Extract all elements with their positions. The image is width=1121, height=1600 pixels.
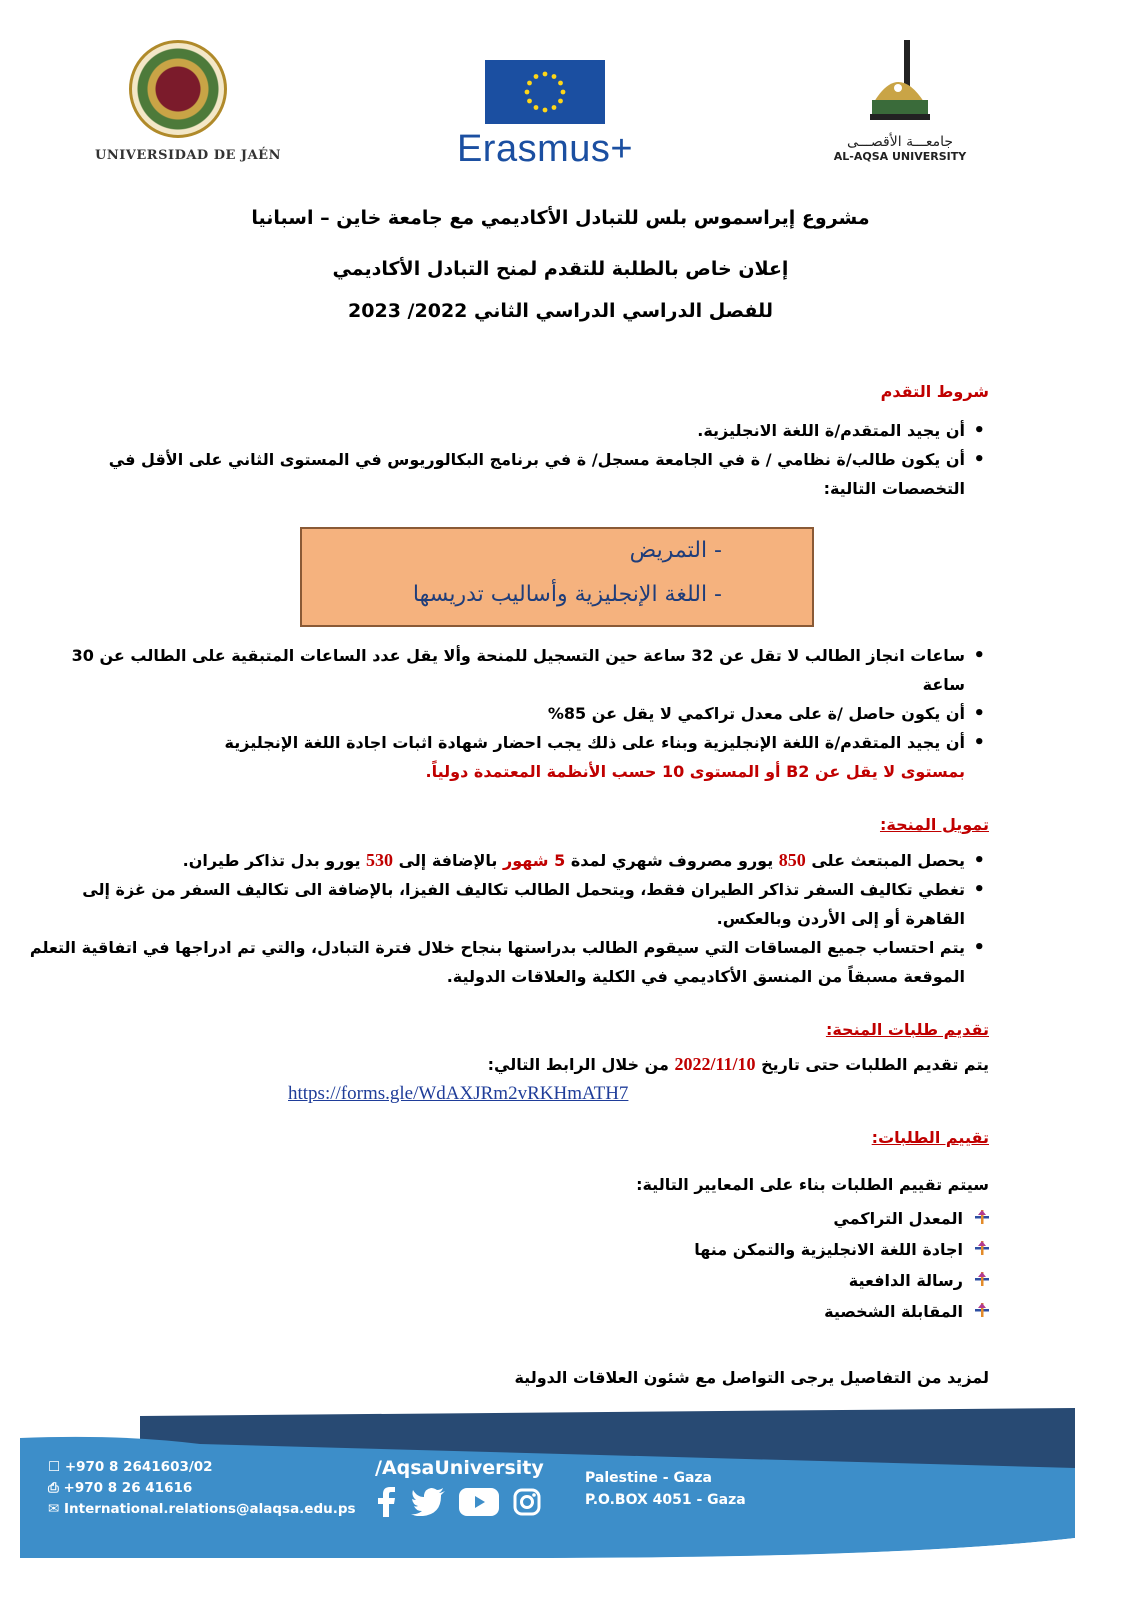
monthly-amount: 850 [778, 850, 806, 870]
phone-icon: ☐ [48, 1459, 61, 1475]
evaluation-heading: تقييم الطلبات: [871, 1128, 989, 1147]
erasmus-wordmark: Erasmus+ [456, 128, 634, 170]
criterion-label: المقابلة الشخصية [824, 1302, 963, 1321]
footer-phone [48, 1457, 356, 1478]
footer-contact [48, 1457, 356, 1520]
application-form-link[interactable]: https://forms.gle/WdAXJRm2vRKHmATH7 [288, 1083, 629, 1104]
jaen-name: UNIVERSIDAD DE JAÉN [95, 148, 281, 163]
arrow-bullet-icon [975, 1303, 989, 1317]
funding-item [29, 846, 965, 875]
fax-number: +970 8 26 41616 [63, 1480, 193, 1496]
evaluation-intro: سيتم تقييم الطلبات بناء على المعايير التالية: [636, 1175, 989, 1194]
condition-item [49, 728, 965, 786]
contact-note: لمزيد من التفاصيل يرجى التواصل مع شئون العلاقات الدولية [514, 1368, 989, 1387]
eu-flag-icon [485, 60, 605, 124]
arrow-bullet-icon [975, 1272, 989, 1286]
funding-item: • تغطي تكاليف السفر تذاكر الطيران فقط، ويتحمل الطالب تكاليف الفيزا، بالإضافة الى تكاليف السفر من غزة إلى القاهرة أو إلى الأردن وبالعكس. [29, 875, 965, 933]
aqsa-arabic-name: جامعـــة الأقصـــى [846, 134, 954, 150]
funding-text: يحصل المبتعث على [805, 851, 965, 870]
footer-pobox: P.O.BOX 4051 - Gaza [585, 1492, 746, 1508]
instagram-icon[interactable] [513, 1488, 541, 1516]
conditions-heading: شروط التقدم [880, 382, 989, 401]
aqsa-dome-icon [860, 40, 940, 128]
conditions-list-1 [49, 416, 989, 503]
project-title: مشروع إيراسموس بلس للتبادل الأكاديمي مع جامعة خاين – اسبانيا [251, 207, 870, 229]
footer-social [375, 1457, 544, 1517]
english-requirement: أن يجيد المتقدم/ة اللغة الإنجليزية وبناء على ذلك يجب احضار شهادة اثبات اجادة اللغة الإنجليزية [224, 733, 965, 752]
arrow-bullet-icon [975, 1241, 989, 1255]
funding-list [29, 846, 989, 991]
english-level-requirement: بمستوى لا يقل عن B2 أو المستوى 10 حسب الأنظمة المعتمدة دولياً. [425, 762, 965, 781]
jaen-seal-icon [129, 40, 227, 138]
announcement-title: إعلان خاص بالطلبة للتقدم لمنح التبادل الأكاديمي [332, 258, 789, 280]
deadline-date: 2022/11/10 [674, 1054, 756, 1074]
social-handle: /AqsaUniversity [375, 1457, 544, 1479]
erasmus-logo [435, 60, 655, 170]
criterion-item [694, 1204, 963, 1235]
universidad-de-jaen-logo [95, 40, 281, 170]
footer-address [585, 1467, 746, 1511]
facebook-icon[interactable] [375, 1487, 397, 1517]
funding-text: يورو بدل تذاكر طيران. [182, 851, 367, 870]
condition-item: • ساعات انجاز الطالب لا تقل عن 32 ساعة حين التسجيل للمنحة وألا يقل عدد الساعات المتبقية على الطالب عن 30 ساعة [49, 641, 965, 699]
aqsa-english-name: AL-AQSA UNIVERSITY [833, 150, 967, 163]
criterion-label: اجادة اللغة الانجليزية والتمكن منها [694, 1240, 963, 1259]
al-aqsa-university-logo [830, 40, 970, 170]
twitter-icon[interactable] [411, 1488, 445, 1516]
flight-amount: 530 [366, 850, 394, 870]
funding-text: بالإضافة إلى [393, 851, 503, 870]
footer-fax [48, 1478, 356, 1499]
criterion-item [694, 1235, 963, 1266]
criterion-item [694, 1266, 963, 1297]
criterion-item [694, 1297, 963, 1328]
criterion-label: رسالة الدافعية [848, 1271, 963, 1290]
mail-icon: ✉ [48, 1501, 60, 1517]
phone-number: +970 8 2641603/02 [64, 1459, 213, 1475]
conditions-list-2 [49, 641, 989, 786]
email-address[interactable]: International.relations@alaqsa.edu.ps [64, 1501, 356, 1517]
application-text-a: يتم تقديم الطلبات حتى تاريخ [755, 1055, 989, 1074]
footer-location: Palestine - Gaza [585, 1470, 713, 1486]
arrow-bullet-icon [975, 1210, 989, 1224]
funding-item: • يتم احتساب جميع المساقات التي سيقوم الطالب بدراستها بنجاح خلال فترة التبادل، والتي تم ادراجها في اتفاقية التعلم الموقعة مسبقاً من المنسق الأكاديمي في الكلية والعلاقات الدولية. [29, 933, 965, 991]
application-heading: تقديم طلبات المنحة: [825, 1020, 989, 1039]
funding-text: يورو مصروف شهري لمدة [565, 851, 779, 870]
criterion-label: المعدل التراكمي [833, 1209, 963, 1228]
majors-box [300, 527, 814, 627]
fax-icon: ⎙ [48, 1480, 59, 1496]
semester-title: للفصل الدراسي الدراسي الثاني 2022/ 2023 [348, 300, 773, 322]
major-english: - اللغة الإنجليزية وأساليب تدريسها [412, 582, 722, 607]
duration: 5 شهور [503, 851, 566, 870]
condition-item: • أن يكون طالب/ة نظامي / ة في الجامعة مسجل/ ة في برنامج البكالوريوس في المستوى الثاني على الأقل في التخصصات التالية: [49, 445, 965, 503]
footer-email [48, 1499, 356, 1520]
major-nursing: - التمريض [629, 538, 722, 563]
condition-item: • أن يكون حاصل /ة على معدل تراكمي لا يقل عن 85% [49, 699, 965, 728]
condition-item: • أن يجيد المتقدم/ة اللغة الانجليزية. [49, 416, 965, 445]
application-text-b: من خلال الرابط التالي: [487, 1055, 675, 1074]
evaluation-criteria [694, 1204, 989, 1328]
application-text [488, 1050, 989, 1079]
youtube-icon[interactable] [459, 1488, 499, 1516]
funding-heading: تمويل المنحة: [879, 815, 989, 834]
